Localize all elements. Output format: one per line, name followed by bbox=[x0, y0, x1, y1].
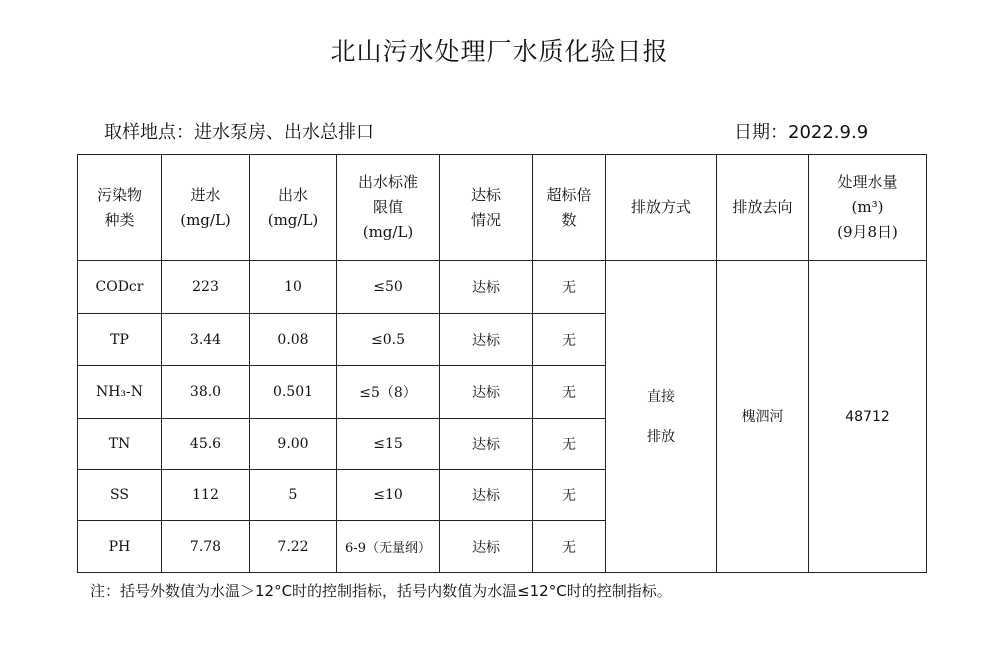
limit-cell: ≤50 bbox=[337, 261, 440, 314]
influent-cell: 7.78 bbox=[162, 521, 250, 573]
pollutant-cell: TP bbox=[78, 314, 162, 366]
influent-cell: 38.0 bbox=[162, 366, 250, 419]
exceed-cell: 无 bbox=[533, 470, 606, 521]
footnote: 注：括号外数值为水温＞12°C时的控制指标，括号内数值为水温≤12°C时的控制指标。 bbox=[90, 582, 672, 600]
report-date: 日期：2022.9.9 bbox=[734, 122, 869, 143]
effluent-cell: 5 bbox=[250, 470, 337, 521]
sampling-location: 取样地点：进水泵房、出水总排口 bbox=[104, 122, 374, 143]
influent-cell: 45.6 bbox=[162, 419, 250, 470]
exceed-cell: 无 bbox=[533, 366, 606, 419]
status-cell: 达标 bbox=[440, 521, 533, 573]
header-status: 达标 情况 bbox=[440, 155, 533, 261]
pollutant-cell: NH₃-N bbox=[78, 366, 162, 419]
status-cell: 达标 bbox=[440, 419, 533, 470]
status-cell: 达标 bbox=[440, 314, 533, 366]
table-row bbox=[78, 261, 927, 314]
discharge-method-cell: 直接 排放 bbox=[606, 261, 717, 573]
header-effluent: 出水 (mg/L) bbox=[250, 155, 337, 261]
effluent-cell: 7.22 bbox=[250, 521, 337, 573]
status-cell: 达标 bbox=[440, 366, 533, 419]
exceed-cell: 无 bbox=[533, 261, 606, 314]
limit-cell: ≤5（8） bbox=[337, 366, 440, 419]
exceed-cell: 无 bbox=[533, 314, 606, 366]
influent-cell: 3.44 bbox=[162, 314, 250, 366]
header-pollutant: 污染物 种类 bbox=[78, 155, 162, 261]
limit-cell: ≤15 bbox=[337, 419, 440, 470]
discharge-destination-cell: 槐泗河 bbox=[717, 261, 809, 573]
pollutant-cell: CODcr bbox=[78, 261, 162, 314]
water-quality-table bbox=[77, 154, 927, 573]
status-cell: 达标 bbox=[440, 470, 533, 521]
header-discharge-method: 排放方式 bbox=[606, 155, 717, 261]
exceed-cell: 无 bbox=[533, 419, 606, 470]
pollutant-cell: SS bbox=[78, 470, 162, 521]
status-cell: 达标 bbox=[440, 261, 533, 314]
limit-cell: 6-9（无量纲） bbox=[337, 521, 440, 573]
influent-cell: 223 bbox=[162, 261, 250, 314]
header-exceed: 超标倍 数 bbox=[533, 155, 606, 261]
header-limit: 出水标准 限值 (mg/L) bbox=[337, 155, 440, 261]
influent-cell: 112 bbox=[162, 470, 250, 521]
effluent-cell: 9.00 bbox=[250, 419, 337, 470]
effluent-cell: 10 bbox=[250, 261, 337, 314]
effluent-cell: 0.501 bbox=[250, 366, 337, 419]
pollutant-cell: TN bbox=[78, 419, 162, 470]
pollutant-cell: PH bbox=[78, 521, 162, 573]
treated-volume-cell: 48712 bbox=[809, 261, 927, 573]
header-row bbox=[78, 155, 927, 261]
report-title: 北山污水处理厂水质化验日报 bbox=[330, 37, 669, 66]
header-discharge-destination: 排放去向 bbox=[717, 155, 809, 261]
exceed-cell: 无 bbox=[533, 521, 606, 573]
effluent-cell: 0.08 bbox=[250, 314, 337, 366]
limit-cell: ≤0.5 bbox=[337, 314, 440, 366]
limit-cell: ≤10 bbox=[337, 470, 440, 521]
header-influent: 进水 (mg/L) bbox=[162, 155, 250, 261]
header-treated-volume: 处理水量 (m³) (9月8日) bbox=[809, 155, 927, 261]
